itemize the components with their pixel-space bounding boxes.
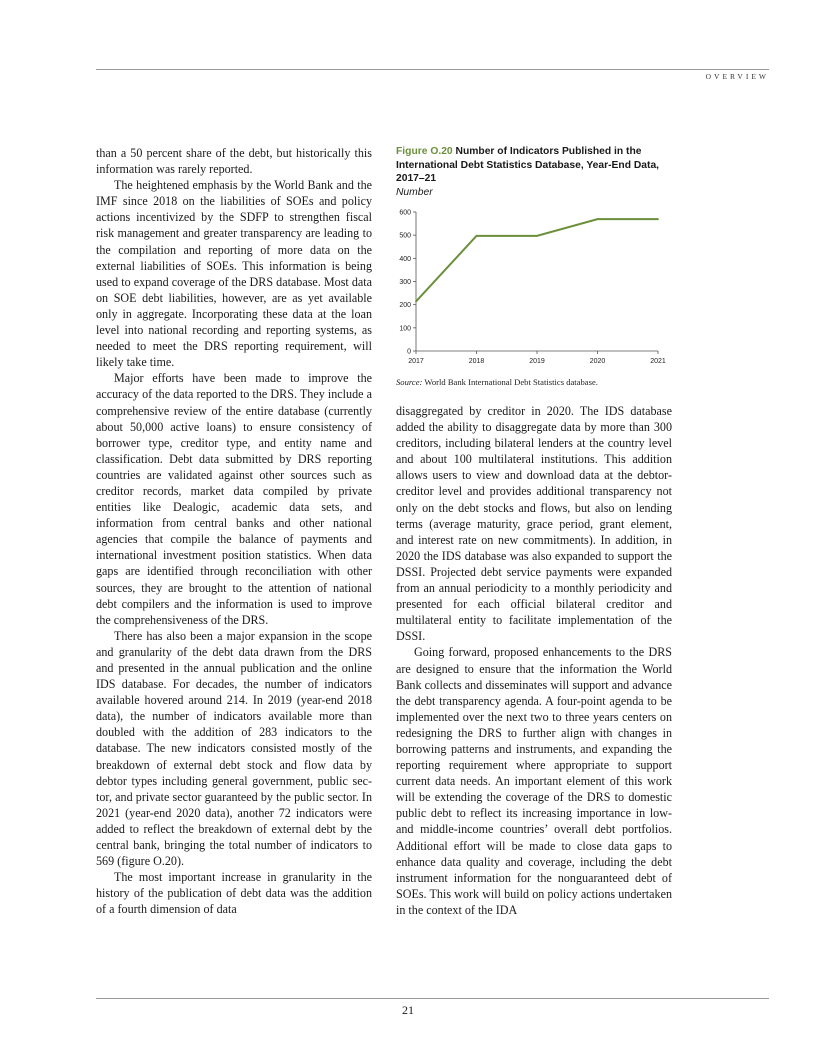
figure-source	[396, 377, 598, 387]
data-point	[476, 235, 478, 237]
y-tick-label: 0	[407, 348, 411, 356]
figure-title	[396, 145, 672, 186]
x-tick-label: 2017	[408, 358, 424, 365]
header-rule	[96, 69, 769, 70]
y-tick-label: 200	[399, 302, 411, 310]
figure-unit: Number	[396, 186, 433, 198]
right-column	[396, 403, 672, 918]
x-tick-label: 2021	[650, 358, 666, 365]
x-tick-label: 2020	[589, 358, 606, 365]
y-tick-label: 100	[399, 325, 411, 333]
paragraph: The most important increase in granularity in the history of the publication of debt data was the addition of a fourth dimension of data	[96, 870, 372, 917]
y-tick-label: 300	[399, 279, 411, 286]
figure-title-text: Number of Indicators Published in the International Debt Statistics Database, Year-End Data, 2017–21	[396, 146, 660, 184]
y-tick-label: 500	[399, 232, 411, 240]
paragraph: There has also been a major expansion in the scope and granularity of the debt data drawn from the DRS and presented in the annual publication and the online IDS database. For decades, the number of indicators available hovered around 214. In 2019 (year-end 2018 data), the number of indicators available more than doubled with the addition of 283 indicators to the database. The new indicators consisted mostly of the breakdown of external debt stock and flow data by debtor types including general government, public sector, and private sector guaranteed by the public sector. In 2021 (year-end 2020 data), another 72 indicators were added to reflect the breakdown of external debt by the central bank, bringing the total number of indicators to 569 (figure O.20).	[96, 628, 372, 869]
paragraph: Major efforts have been made to improve the accuracy of the data reported to the DRS. They include a comprehensive review of the entire database (currently about 50,000 active loans) to ensure consistency of borrower type, creditor type, and entity name and classification. Debt data submitted by DRS reporting countries are validated against other sources such as creditor records, market data compiled by private entities like Dealogic, academic data sets, and information from central banks and other national agencies that compile the balance of payments and international investment position statistics. When data gaps are identified through reconciliation with other sources, they are brought to the attention of national debt compilers and the information is used to improve the comprehensiveness of the DRS.	[96, 371, 372, 627]
x-tick-label: 2019	[529, 358, 545, 365]
source-text: World Bank International Debt Statistics database.	[424, 377, 598, 387]
data-point	[415, 301, 417, 303]
data-point	[536, 235, 538, 237]
paragraph: The heightened emphasis by the World Bank and the IMF since 2018 on the liabilities of SOEs and policy actions incentivized by the SDFP to strengthen fiscal risk management and greater transparency are leading to the compilation and reporting of more data on the external liabilities of SOEs. This information is being used to expand coverage of the DRS database. Most data on SOE debt liabilities, however, are as yet available only in aggregate. Incorporating these data at the loan level into national recording and reporting systems, as needed to meet the DRS reporting requirement, will likely take time.	[96, 178, 372, 370]
paragraph: than a 50 percent share of the debt, but historically this information was rarely reported.	[96, 146, 372, 177]
x-tick-label: 2018	[468, 358, 485, 365]
y-tick-label: 600	[399, 209, 411, 217]
footer-rule	[96, 998, 769, 999]
data-point	[657, 218, 659, 220]
line-chart	[396, 207, 672, 373]
y-tick-label: 400	[399, 255, 411, 263]
series-line	[416, 219, 658, 301]
figure-label: Figure O.20	[396, 146, 453, 157]
paragraph: Going forward, proposed enhancements to the DRS are designed to ensure that the information the World Bank collects and disseminates will support and advance the debt transparency agenda. A four-point agenda to be implemented over the next two to three years centers on redesigning the DRS to further align with changes in borrowing patterns and instruments, and expanding the reporting requirement where appropriate to support current data needs. An important element of this work will be extending the coverage of the DRS to domestic public debt to reflect its increasing importance in low- and middle-income countries’ overall debt portfolios. Additional effort will be made to close data gaps to enhance data quality and coverage, including the debt instrument information for the nonguaranteed debt of SOEs. This work will build on policy actions undertaken in the context of the IDA	[396, 645, 672, 917]
running-head: OVERVIEW	[705, 72, 769, 81]
paragraph: disaggregated by creditor in 2020. The IDS database added the ability to disaggregate data by more than 300 creditors, including bilateral lenders at the country level and about 100 multilateral institutions. This addition allows users to view and download data at the debtor-creditor level and provides additional transparency not only on the debt stocks and flows, but also on lending terms (average maturity, grace period, grant element, and interest rate on new commitments). In addition, in 2020 the IDS database was also expanded to support the DSSI. Projected debt service payments were expanded from an annual periodicity to a monthly periodicity and presented for each official bilateral creditor and multilateral entity to facilitate implementation of the DSSI.	[396, 404, 672, 644]
source-label: Source:	[396, 377, 423, 387]
page-number: 21	[402, 1003, 414, 1017]
figure-o20	[396, 145, 672, 387]
data-point	[597, 218, 599, 220]
left-column	[96, 145, 372, 918]
